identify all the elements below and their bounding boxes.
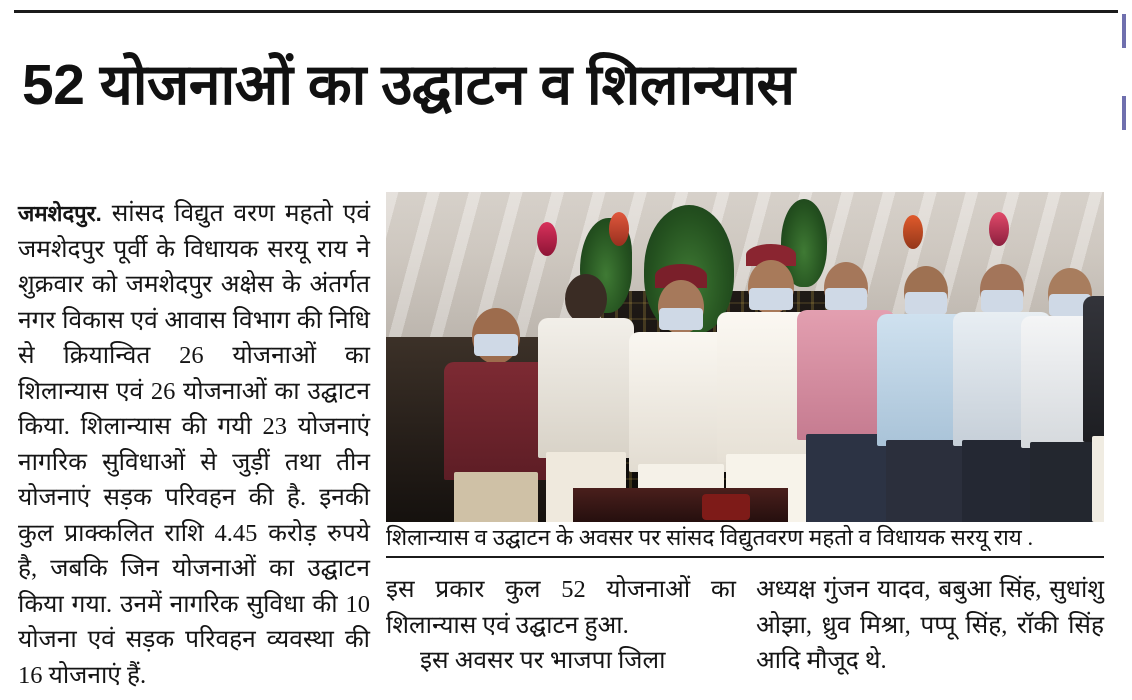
top-horizontal-rule	[14, 10, 1118, 13]
face-mask-icon	[474, 334, 518, 356]
article-middle-para-2: इस अवसर पर भाजपा जिला	[420, 647, 666, 674]
right-margin-mark-top	[1122, 14, 1126, 48]
face-mask-icon	[825, 288, 867, 310]
person-figure	[1074, 204, 1104, 522]
article-middle-column	[386, 572, 736, 679]
photo-container	[386, 192, 1104, 522]
headline: 52 योजनाओं का उद्घाटन व शिलान्यास	[22, 53, 795, 117]
foreground-table	[573, 488, 788, 522]
face-mask-icon	[905, 292, 947, 314]
dateline: जमशेदपुर.	[18, 201, 102, 226]
face-mask-icon	[659, 308, 703, 330]
caption-rule	[386, 556, 1104, 558]
right-margin-mark-bottom	[1122, 96, 1126, 130]
article-middle-para-1: इस प्रकार कुल 52 योजनाओं का शिलान्यास एवं उद्घाटन हुआ.	[386, 576, 736, 639]
article-right-column: अध्यक्ष गुंजन यादव, बबुआ सिंह, सुधांशु ओझा, ध्रुव मिश्रा, पप्पू सिंह, रॉकी सिंह आदि मौजूद थे.	[756, 576, 1104, 674]
legs	[1092, 436, 1104, 522]
ceremony-photo	[386, 192, 1104, 522]
torso	[1083, 296, 1104, 442]
photo-caption: शिलान्यास व उद्घाटन के अवसर पर सांसद विद्युतवरण महतो व विधायक सरयू राय .	[386, 525, 1034, 550]
head	[565, 274, 607, 324]
article-left-body: सांसद विद्युत वरण महतो एवं जमशेदपुर पूर्वी के विधायक सरयू राय ने शुक्रवार को जमशेदपुर अक्षेस के अंतर्गत नगर विकास एवं आवास विभाग की निधि से क्रियान्वित 26 योजनाओं का शिलान्यास एवं 26 योजनाओं का उद्घाटन किया. शिलान्यास की गयी 23 योजनाएं नागरिक सुविधाओं से जुड़ीं तथा तीन योजनाएं सड़क परिवहन की है. इनकी कुल प्राक्कलित राशि 4.45 करोड़ रुपये है, जबकि जिन योजनाओं का उद्घाटन किया गया. उनमें नागरिक सुविधा की 10 योजना एवं सड़क परिवहन व्यवस्था की 16 योजनाएं हैं.	[18, 200, 370, 689]
column-divider	[742, 570, 743, 688]
article-left-column	[18, 196, 370, 693]
plaque	[702, 494, 750, 520]
